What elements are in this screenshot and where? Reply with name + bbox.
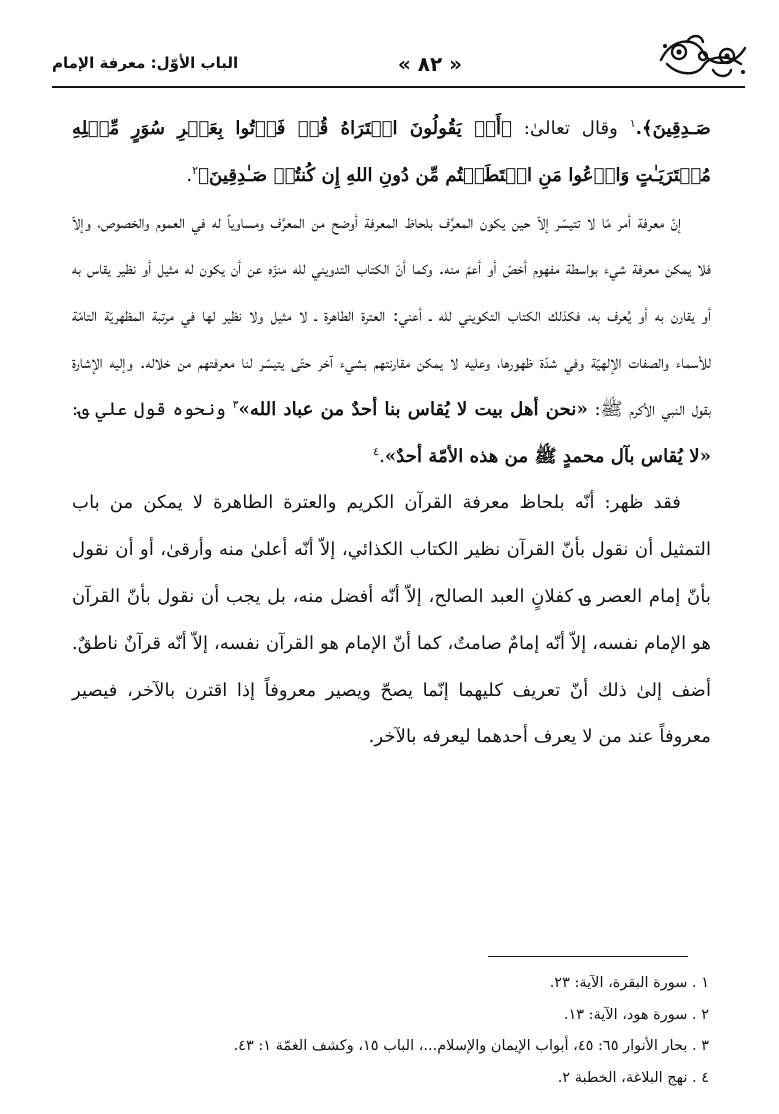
- chapter-title: الباب الأوّل: معرفة الإمام: [52, 54, 239, 72]
- footnote-ref-3: ٣: [232, 397, 239, 411]
- paragraph-1: [72, 106, 711, 200]
- footnote: ٢ . سورة هود، الآية: ١٣.: [563, 1006, 709, 1023]
- hadith-quote: «نحن أهل بيت لا يُقاس بنا أحدٌ من عباد الله»: [238, 398, 588, 420]
- footnote: ٤ . نهج البلاغة، الخطبة ٢.: [557, 1069, 709, 1086]
- text-segment: وقال تعالىٰ:: [511, 118, 630, 139]
- floral-ornament-icon: [657, 30, 749, 82]
- paragraph-2: إنّ معرفة أمر مّا لا تتيسّر إلاّ حين يكون المعرِّف بلحاظ المعرفة أوضح من المعرَّف ومساوياً له في العموم والخصوص، وإلاّ فلا يمكن معرفة شيء بواسطة مفهوم أخصّ أو أعمّ منه. وكما أنّ الكتاب التدويني لله منزّه عن أن يكون له مثيل أو نظير يقاس به أو يقارن به أو يُعرف به، فكذلك الكتاب التكويني لله ـ أعني: العترة الطاهرة ـ لا مثيل ولا نظير لها في مرتبة المظهريّة التامّة للأسماء والصفات الإلهيّة وفي شدّة ظهورها، وعليه لا يمكن مقارنتهم بشيء آخر حتّى يتيسّر لنا معرفتهم من خلاله. وإليه الإشارة بقول النبي الأكرم ﷺ: «نحن أهل بيت لا يُقاس بنا أحدٌ من عباد الله»$^٣$ ونحوه قول علي ؈: «لا يُقاس بآل محمدٍ ﷺ من هذه الأمّة أحدٌ».$^٤$: [72, 211, 712, 467]
- text-segment: إنّ معرفة أمر مّا لا تتيسّر إلاّ حين يكون المعرِّف بلحاظ المعرفة أوضح من المعرَّف ومساوياً له في العموم والخصوص، وإلاّ فلا يمكن معرفة شيء بواسطة مفهوم أخصّ أو أعمّ منه. وكما أنّ الكتاب التدويني لله منزّه عن أن يكون له مثيل أو نظير يقاس به أو يقارن به أو يُعرف به، فكذلك الكتاب التكويني لله ـ أعني: العترة الطاهرة ـ لا مثيل ولا نظير لها في مرتبة المظهريّة التامّة للأسماء والصفات الإلهيّة وفي شدّة ظهورها، وعليه لا يمكن مقارنتهم بشيء آخر حتّى يتيسّر لنا معرفتهم من خلاله. وإليه الإشارة بقول النبي الأكرم ﷺ:: [72, 211, 712, 420]
- page-number: « ٨٢ »: [397, 52, 463, 76]
- quran-verse: ﴿أَمۡ يَقُولُونَ افۡتَرَاهُ قُلۡ فَأۡتُوا بِعَشۡرِ سُوَرٍ مِّثۡلِهِ مُفۡتَرَيَـٰتٍ وَادۡعُوا مَنِ اسۡتَطَعۡتُم مِّن دُونِ اللهِ إِن كُنتُمۡ صَـٰدِقِينَ﴾: [72, 118, 711, 186]
- footnotes: [68, 968, 709, 1094]
- footnote-divider: [488, 956, 688, 957]
- main-text: [72, 106, 711, 761]
- footnote-ref-2: ٢: [192, 163, 199, 177]
- footnote: ٣ . بحار الأنوار ٦٥: ٤٥، أبواب الإيمان والإسلام...، الباب ١٥، وكشف الغمّة ١: ٤٣.: [233, 1038, 709, 1054]
- text-segment: .: [186, 164, 193, 186]
- footnote: ١ . سورة البقرة، الآية: ٢٣.: [549, 975, 709, 991]
- quran-continuation: صَـدِقِينَ﴾.: [635, 118, 711, 139]
- footnote-ref-1: ١: [629, 116, 636, 130]
- paragraph-3: فقد ظهر: أنّه بلحاظ معرفة القرآن الكريم والعترة الطاهرة لا يمكن من باب التمثيل أن نقول بأنّ القرآن نظير الكتاب الكذائي، إلاّ أنّه أعلىٰ منه وأرقىٰ، أو أن نقول بأنّ إمام العصر ؈ كفلانٍ العبد الصالح، إلاّ أنّه أفضل منه، بل يجب أن نقول بأنّ القرآن هو الإمام نفسه، إلاّ أنّه إمامٌ صامتٌ، كما أنّ الإمام هو القرآن نفسه، إلاّ أنّه قرآنٌ ناطقٌ. أضف إلىٰ ذلك أنّ تعريف كليهما إنّما يصحّ ويصير معروفاً إذا اقترن بالآخر، فيصير معروفاً عند من لا يعرف أحدهما ليعرفه بالآخر.: [72, 492, 711, 748]
- page-header: [50, 30, 749, 90]
- text-segment: ونحوه قول علي ؈:: [72, 398, 233, 420]
- hadith-quote: «لا يُقاس بآل محمدٍ ﷺ من هذه الأمّة أحدٌ»: [384, 445, 711, 467]
- header-divider: [52, 86, 745, 88]
- footnote-ref-4: ٤: [373, 444, 380, 458]
